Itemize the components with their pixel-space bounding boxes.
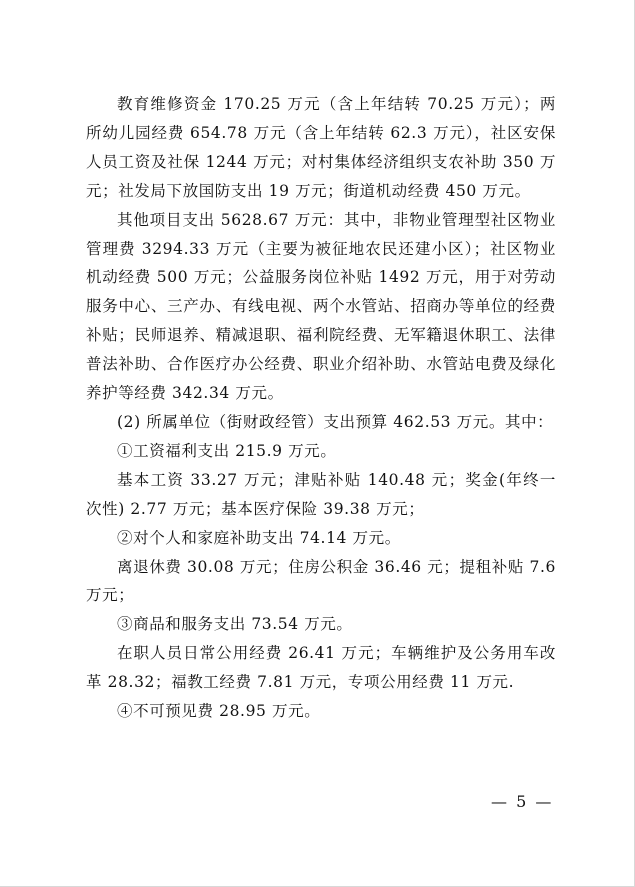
paragraph-other-project-expenditure: 其他项目支出 5628.67 万元：其中，非物业管理型社区物业管理费 3294.33 万元（主要为被征地农民还建小区）；社区物业机动经费 500 万元；公益服务岗位补贴 1492 万元，用于对劳动服务中心、三产办、有线电视、两个水管站、招商办等单位的经费补贴；民师退养、精减退职、福利院经费、无军籍退休职工、法律普法补助、合作医疗办公经费、职业介绍补助、水管站电费及绿化养护等经费 342.34 万元。	[86, 210, 556, 403]
paragraph-unforeseen-costs: ④不可预见费 28.95 万元。	[117, 702, 321, 721]
paragraph-subordinate-budget: (2) 所属单位（街财政经管）支出预算 462.53 万元。其中：	[117, 412, 554, 431]
paragraph-education-funding: 教育维修资金 170.25 万元（含上年结转 70.25 万元）；两所幼儿园经费 654.78 万元（含上年结转 62.3 万元），社区安保人员工资及社保 1244 万元；对村集体经济组织支农补助 350 万元；社发局下放国防支出 19 万元；街道机动经费 450 万元。	[86, 95, 556, 200]
document-body	[86, 90, 556, 726]
paragraph-subsidy-details: 离退休费 30.08 万元；住房公积金 36.46 元；提租补贴 7.6 万元；	[86, 557, 556, 605]
paragraph-wage-welfare: ①工资福利支出 215.9 万元。	[117, 441, 337, 460]
paragraph-personal-family-subsidy: ②对个人和家庭补助支出 74.14 万元。	[117, 528, 401, 547]
paragraph-goods-services-details: 在职人员日常公用经费 26.41 万元；车辆维护及公务用车改革 28.32；福教工经费 7.81 万元，专项公用经费 11 万元.	[86, 644, 556, 692]
paragraph-wage-details: 基本工资 33.27 万元；津贴补贴 140.48 元；奖金(年终一次性) 2.77 万元；基本医疗保险 39.38 万元；	[86, 470, 556, 518]
paragraph-goods-services: ③商品和服务支出 73.54 万元。	[117, 615, 353, 634]
page-number: — 5 —	[491, 792, 554, 811]
